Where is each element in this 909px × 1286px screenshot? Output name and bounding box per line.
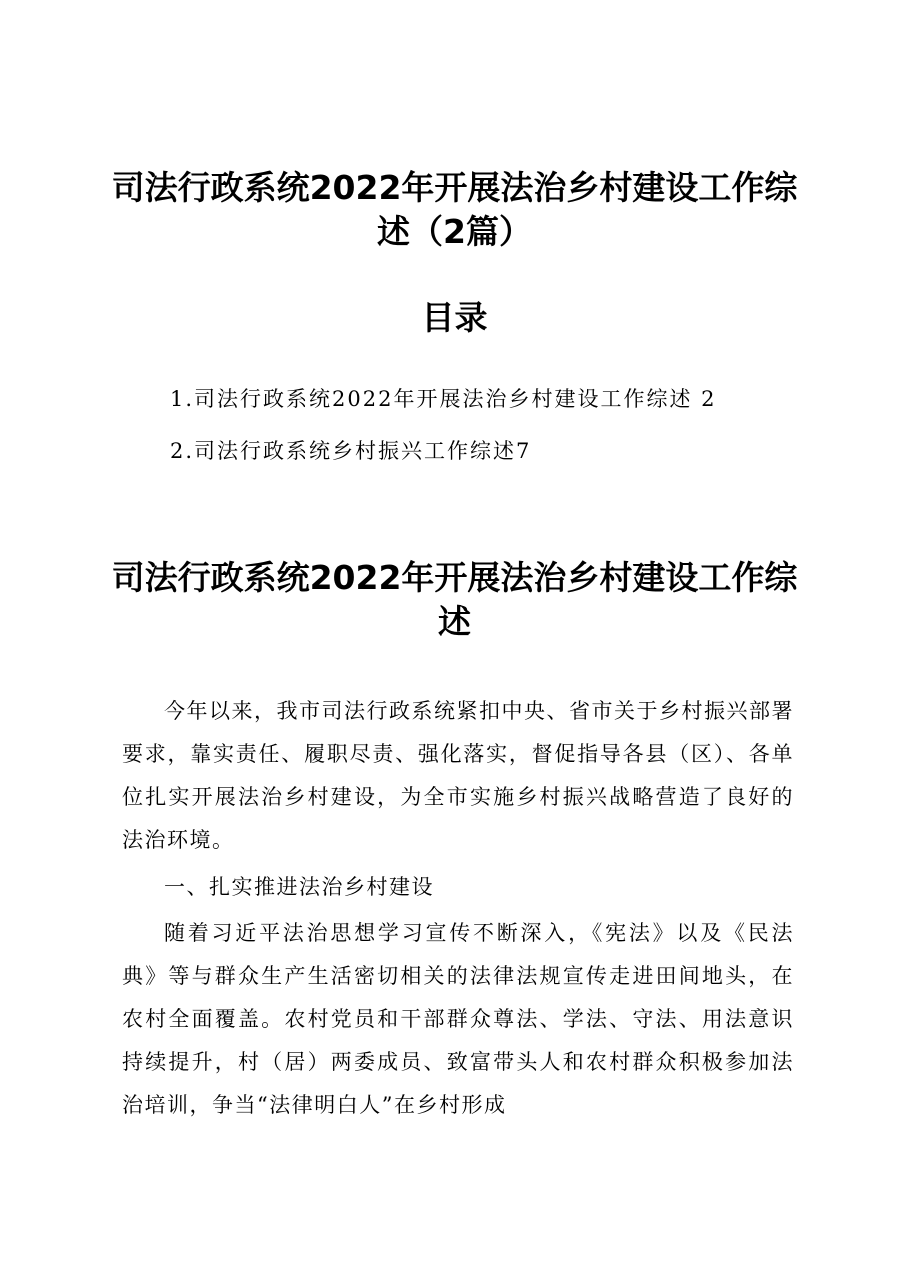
toc-item-2[interactable]: 2.司法行政系统乡村振兴工作综述7	[170, 439, 532, 463]
article-title: 司法行政系统2022年开展法治乡村建设工作综述	[111, 558, 798, 641]
paragraph-section-1: 随着习近平法治思想学习宣传不断深入，《宪法》以及《民法典》等与群众生产生活密切相关的法律法规宣传走进田间地头，在农村全面覆盖。农村党员和干部群众尊法、学法、守法、用法意识持续提升，村（居）两委成员、致富带头人和农村群众积极参加法治培训，争当“法律明白人”在乡村形成	[122, 921, 794, 1117]
toc-list	[170, 386, 717, 490]
paragraph-intro: 今年以来，我市司法行政系统紧扣中央、省市关于乡村振兴部署要求，靠实责任、履职尽责、强化落实，督促指导各县（区）、各单位扎实开展法治乡村建设，为全市实施乡村振兴战略营造了良好的法治环境。	[122, 699, 794, 852]
toc-heading: 目录	[421, 298, 488, 337]
toc-item-1[interactable]: 1.司法行政系统2022年开展法治乡村建设工作综述 2	[170, 387, 717, 411]
section-heading-1: 一、扎实推进法治乡村建设	[164, 875, 434, 899]
document-main-title: 司法行政系统2022年开展法治乡村建设工作综述（2篇）	[111, 168, 798, 251]
